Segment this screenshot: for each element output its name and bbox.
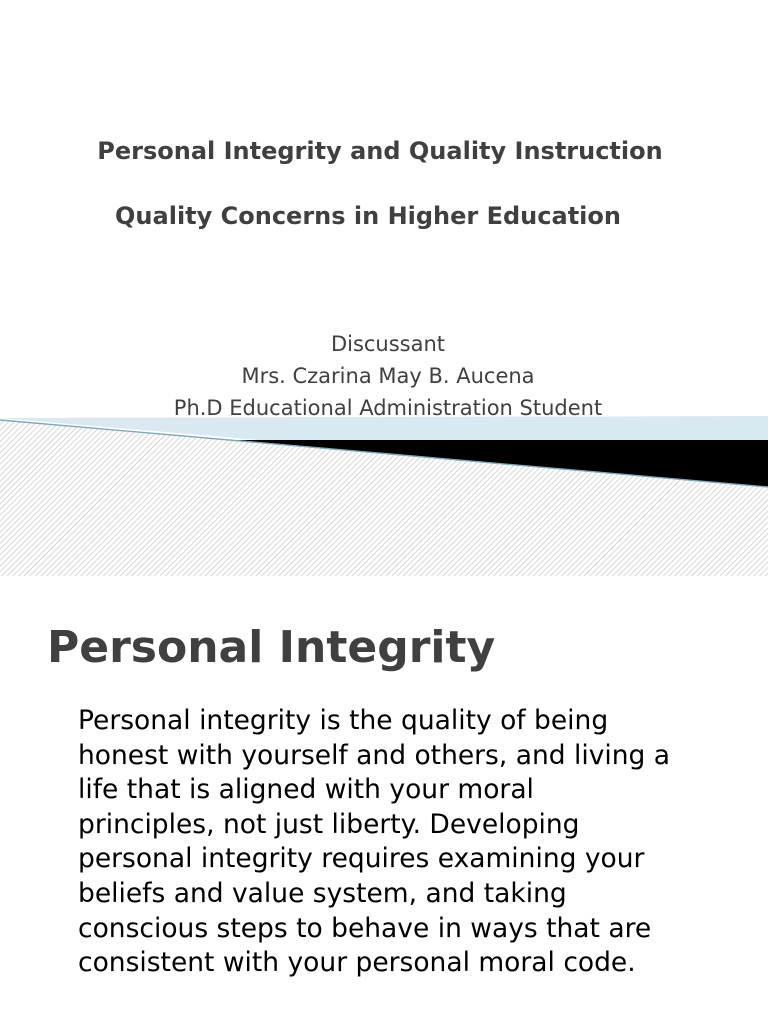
body-line: conscious steps to behave in ways that are xyxy=(78,912,652,944)
body-line: personal integrity requires examining your xyxy=(78,843,645,875)
body-line: honest with yourself and others, and living a xyxy=(78,739,671,771)
slide-title-line-2: Quality Concerns in Higher Education xyxy=(115,202,621,230)
presenter-role: Ph.D Educational Administration Student xyxy=(173,396,603,420)
discussant-label: Discussant xyxy=(330,332,446,356)
slide-title-line-1: Personal Integrity and Quality Instruction xyxy=(97,137,663,165)
body-line: principles, not just liberty. Developing xyxy=(78,808,580,840)
body-line: consistent with your personal moral code. xyxy=(78,947,636,979)
body-line: beliefs and value system, and taking xyxy=(78,877,567,909)
presenter-name: Mrs. Czarina May B. Aucena xyxy=(241,364,535,388)
slide-body-text xyxy=(78,704,738,981)
body-line: life that is aligned with your moral xyxy=(78,774,534,806)
body-line: Personal integrity is the quality of being xyxy=(78,705,609,736)
content-slide xyxy=(0,576,768,1024)
slide-heading: Personal Integrity xyxy=(47,622,496,673)
